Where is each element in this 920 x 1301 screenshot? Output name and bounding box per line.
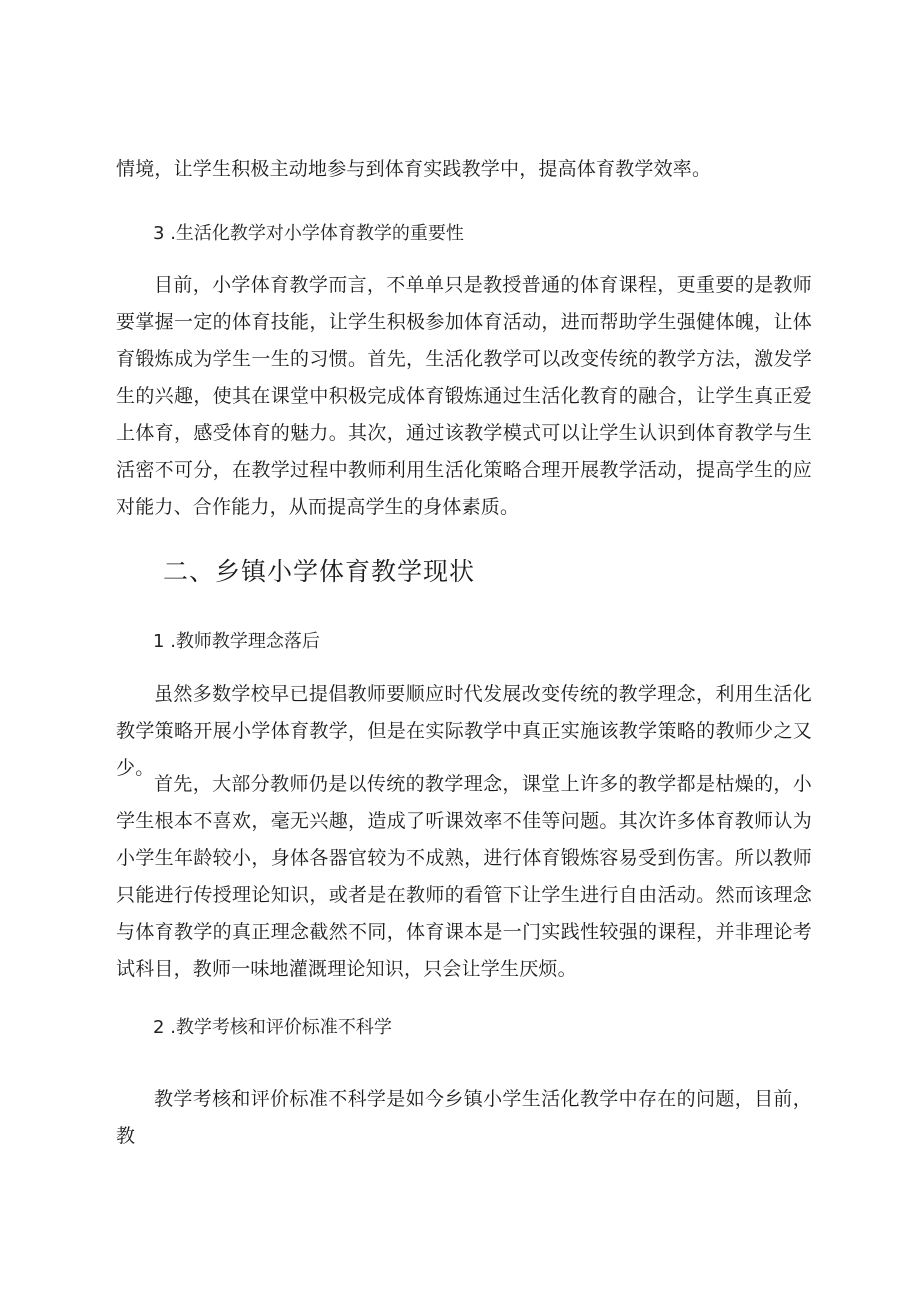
subheading-assessment — [153, 1013, 392, 1043]
subheading-teaching-concept — [153, 627, 320, 657]
section-heading-status: 二、乡镇小学体育教学现状 — [163, 557, 476, 586]
paragraph-importance: 目前，小学体育教学而言，不单单只是教授普通的体育课程，更重要的是教师要掌握一定的体育技能，让学生积极参加体育活动，进而帮助学生强健体魄，让体育锻炼成为学生一生的习惯。首先，生活化教学可以改变传统的教学方法，激发学生的兴趣，使其在课堂中积极完成体育锻炼通过生活化教育的融合，让学生真正爱上体育，感受体育的魅力。其次，通过该教学模式可以让学生认识到体育教学与生活密不可分，在教学过程中教师利用生活化策略合理开展教学活动，提高学生的应对能力、合作能力，从而提高学生的身体素质。 — [116, 274, 812, 518]
subheading-number: 2 — [153, 1017, 165, 1038]
subheading-importance — [153, 219, 464, 249]
subheading-title: .教学考核和评价标准不科学 — [170, 1017, 392, 1038]
paragraph-concept-2: 首先，大部分教师仍是以传统的教学理念，课堂上许多的教学都是枯燥的，小学生根本不喜欢，毫无兴趣，造成了听课效率不佳等问题。其次许多体育教师认为小学生年龄较小，身体各器官较为不成熟，进行体育锻炼容易受到伤害。所以教师只能进行传授理论知识，或者是在教师的看管下让学生进行自由活动。然而该理念与体育教学的真正理念截然不同，体育课本是一门实践性较强的课程，并非理论考试科目，教师一味地灌溉理论知识，只会让学生厌烦。 — [116, 773, 812, 980]
subheading-title: .教师教学理念落后 — [170, 631, 320, 652]
paragraph-assessment: 教学考核和评价标准不科学是如今乡镇小学生活化教学中存在的问题，目前，教 — [116, 1088, 812, 1147]
paragraph-concept-1: 虽然多数学校早已提倡教师要顺应时代发展改变传统的教学理念，利用生活化教学策略开展小学体育教学，但是在实际教学中真正实施该教学策略的教师少之又少。 — [116, 683, 812, 779]
subheading-title: .生活化教学对小学体育教学的重要性 — [170, 223, 464, 244]
subheading-number: 1 — [153, 631, 165, 652]
subheading-number: 3 — [153, 223, 165, 244]
paragraph-intro-tail: 情境，让学生积极主动地参与到体育实践教学中，提高体育教学效率。 — [116, 158, 712, 180]
